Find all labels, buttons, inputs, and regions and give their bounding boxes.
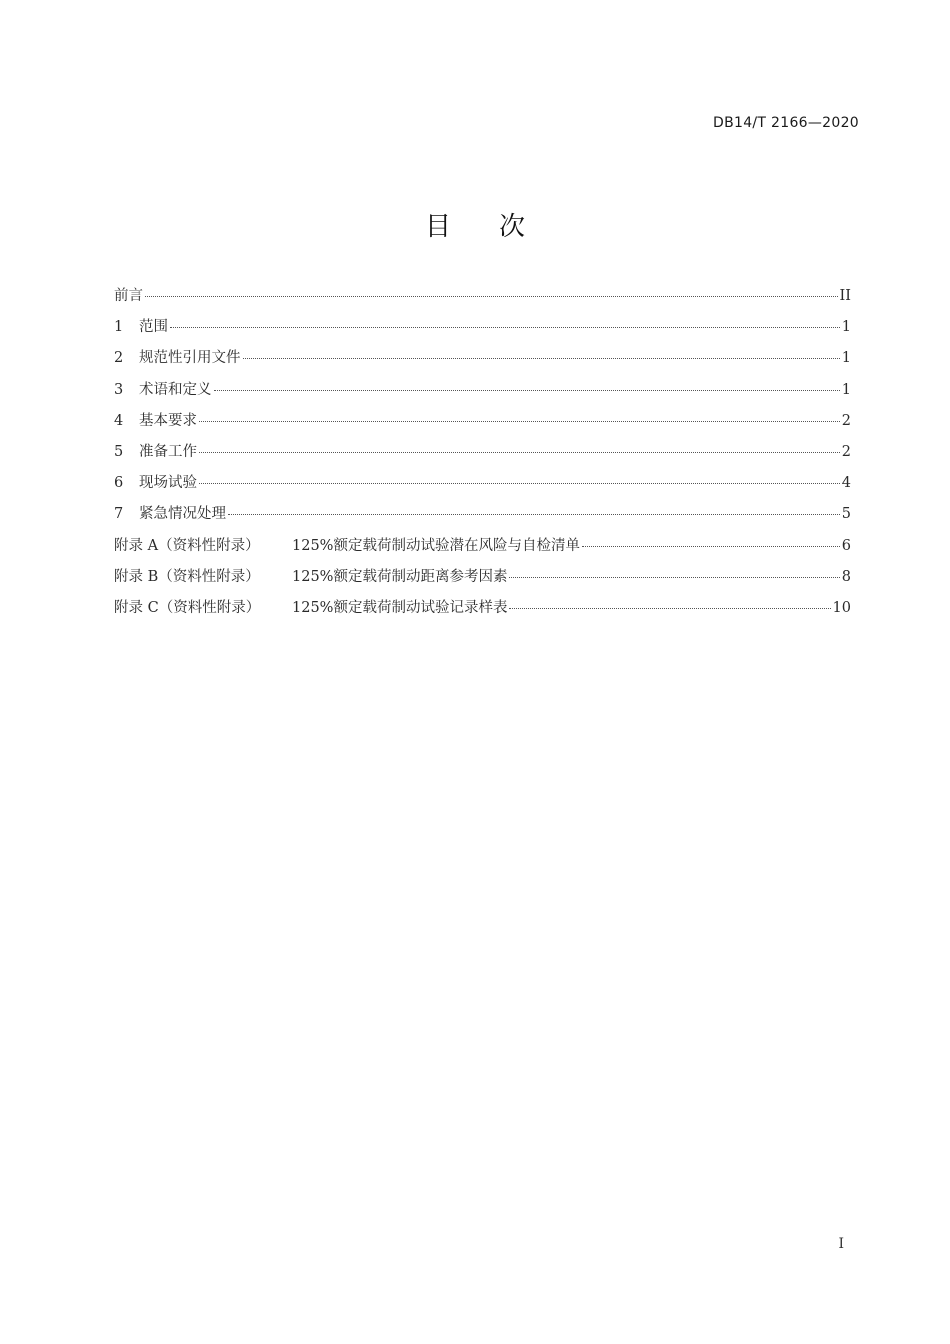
toc-item-number: 1 (114, 319, 124, 336)
toc-item-number: 4 (114, 412, 124, 429)
toc-item-page: 4 (841, 475, 851, 492)
toc-item-label: 术语和定义 (139, 381, 212, 398)
toc-leader-dots (199, 437, 840, 453)
standard-code: DB14/T 2166—2020 (713, 115, 859, 131)
toc-item-page: 8 (841, 568, 851, 585)
toc-item-field-test[interactable] (114, 471, 851, 502)
toc-item-page: 1 (841, 350, 851, 367)
toc-leader-dots (214, 375, 840, 391)
toc-item-page: 1 (841, 319, 851, 336)
toc-item-page: 1 (841, 381, 851, 398)
toc-leader-dots (199, 469, 840, 485)
toc-item-scope[interactable] (114, 315, 851, 346)
toc-item-label: 125%额定载荷制动试验记录样表 (292, 599, 508, 616)
toc-item-basic-requirements[interactable] (114, 409, 851, 440)
toc-item-foreword[interactable] (114, 284, 851, 315)
toc-title: 目次 (424, 212, 573, 242)
toc-item-appendix-b[interactable] (114, 565, 851, 596)
toc-item-number: 7 (114, 506, 124, 523)
toc-item-page: 10 (832, 599, 851, 616)
toc-leader-dots (170, 313, 840, 329)
toc-leader-dots (509, 562, 839, 578)
toc-item-label: 基本要求 (139, 412, 197, 429)
toc-leader-dots (228, 500, 840, 516)
toc-item-number: 2 (114, 350, 124, 367)
toc-item-label: 现场试验 (139, 475, 197, 492)
toc-item-label: 125%额定载荷制动距离参考因素 (292, 568, 508, 585)
toc-item-label: 紧急情况处理 (139, 506, 226, 523)
toc-item-page: 2 (841, 412, 851, 429)
toc-item-emergency-handling[interactable] (114, 502, 851, 533)
toc-item-number: 6 (114, 475, 124, 492)
toc-item-label: 125%额定载荷制动试验潜在风险与自检清单 (292, 537, 580, 554)
toc-leader-dots (145, 282, 838, 298)
toc-item-appendix-c[interactable] (114, 596, 851, 627)
toc-item-number: 5 (114, 443, 124, 460)
toc-item-page: 6 (841, 537, 851, 554)
toc-item-appendix-a[interactable] (114, 534, 851, 565)
toc-leader-dots (582, 531, 840, 547)
toc-item-page: 2 (841, 443, 851, 460)
toc-item-preparation[interactable] (114, 440, 851, 471)
toc-item-terms-definitions[interactable] (114, 378, 851, 409)
toc-item-appendix-prefix: 附录 B（资料性附录） (114, 568, 260, 585)
toc-leader-dots (509, 593, 830, 609)
toc-item-normative-references[interactable] (114, 346, 851, 377)
toc-item-page: II (839, 288, 851, 304)
toc-item-label: 准备工作 (139, 443, 197, 460)
table-of-contents (114, 284, 851, 627)
toc-leader-dots (243, 344, 840, 360)
toc-item-number: 3 (114, 381, 124, 398)
toc-item-label: 前言 (114, 288, 143, 304)
toc-item-appendix-prefix: 附录 C（资料性附录） (114, 599, 261, 616)
toc-item-page: 5 (841, 506, 851, 523)
toc-item-label: 范围 (139, 319, 168, 336)
toc-item-label: 规范性引用文件 (139, 350, 241, 367)
toc-leader-dots (199, 406, 840, 422)
toc-item-appendix-prefix: 附录 A（资料性附录） (114, 537, 260, 554)
page-number: I (838, 1236, 844, 1252)
